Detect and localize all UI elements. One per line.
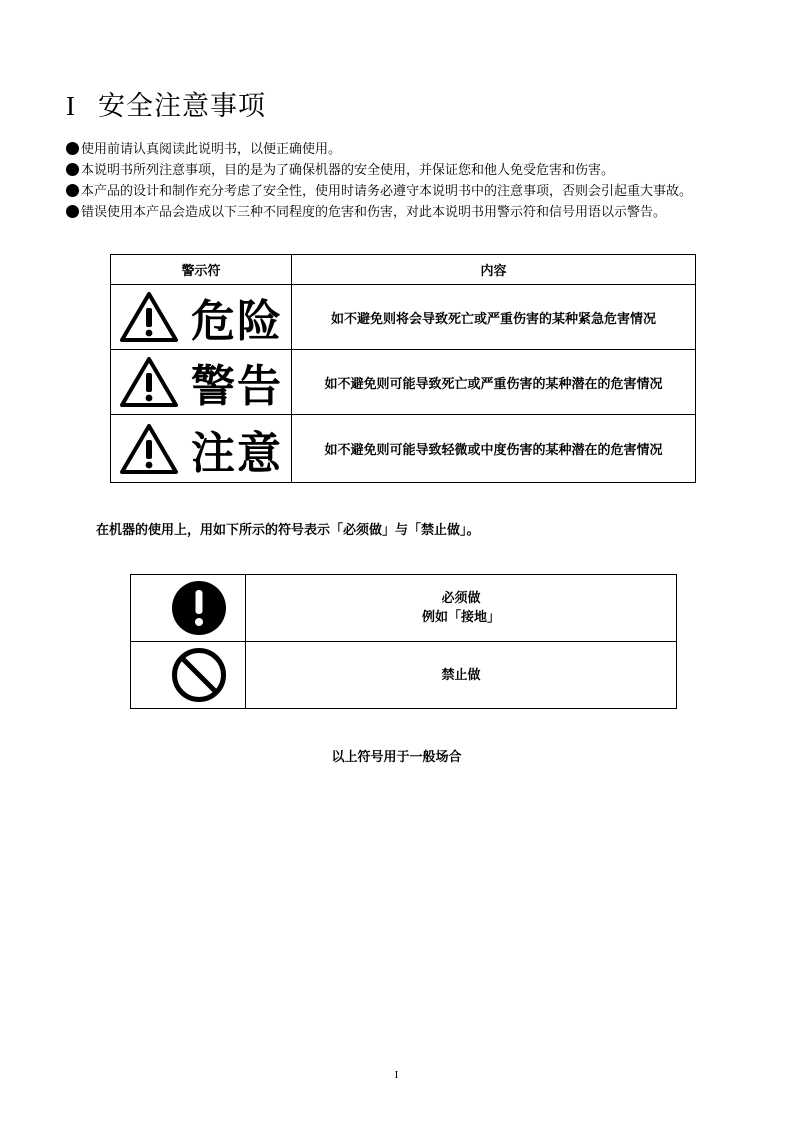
bullet-dot-icon xyxy=(66,142,79,155)
symbol-table xyxy=(130,574,677,709)
mandatory-action-icon xyxy=(171,580,227,636)
table-row xyxy=(131,642,677,709)
signal-word-danger: 危险 xyxy=(191,296,283,347)
bullet-item: 使用前请认真阅读此说明书，以便正确使用。 xyxy=(66,139,766,160)
table-row xyxy=(111,285,696,350)
page-title xyxy=(66,84,266,123)
must-do-label: 必须做 xyxy=(441,591,481,606)
bullet-dot-icon xyxy=(66,184,79,197)
section-number: I xyxy=(66,91,76,121)
desc-warning: 如不避免则可能导致死亡或严重伤害的某种潜在的危害情况 xyxy=(292,350,696,415)
bullet-item: 本说明书所列注意事项，目的是为了确保机器的安全使用，并保证您和他人免受危害和伤害。 xyxy=(66,160,766,181)
desc-caution: 如不避免则可能导致轻微或中度伤害的某种潜在的危害情况 xyxy=(292,415,696,483)
warning-triangle-icon xyxy=(119,356,179,408)
warning-triangle-icon xyxy=(119,291,179,343)
warning-triangle-icon xyxy=(119,423,179,475)
signal-word-caution: 注意 xyxy=(191,427,283,479)
prohibition-icon xyxy=(171,647,227,703)
table-row xyxy=(111,350,696,415)
warning-signal-table xyxy=(110,254,696,483)
prohibit-label: 禁止做 xyxy=(246,642,677,709)
table-header-row xyxy=(111,255,696,285)
signal-word-warning: 警告 xyxy=(191,361,283,412)
bullet-item: 本产品的设计和制作充分考虑了安全性，使用时请务必遵守本说明书中的注意事项，否则会引起重大事故。 xyxy=(66,181,766,202)
desc-danger: 如不避免则将会导致死亡或严重伤害的某种紧急危害情况 xyxy=(292,285,696,350)
section-title: 安全注意事项 xyxy=(98,91,266,122)
table-row xyxy=(131,575,677,642)
table-row xyxy=(111,415,696,483)
symbol-intro-text: 在机器的使用上，用如下所示的符号表示「必须做」与「禁止做」。 xyxy=(96,523,480,538)
bullet-dot-icon xyxy=(66,163,79,176)
bullet-dot-icon xyxy=(66,205,79,218)
header-signal: 警示符 xyxy=(111,255,292,285)
page-number: I xyxy=(394,1069,399,1081)
intro-bullet-list xyxy=(66,139,766,223)
footer-note: 以上符号用于一般场合 xyxy=(331,750,462,765)
bullet-item: 错误使用本产品会造成以下三种不同程度的危害和伤害，对此本说明书用警示符和信号用语以示警告。 xyxy=(66,202,766,223)
header-content: 内容 xyxy=(292,255,696,285)
must-do-example: 例如「接地」 xyxy=(421,610,500,625)
